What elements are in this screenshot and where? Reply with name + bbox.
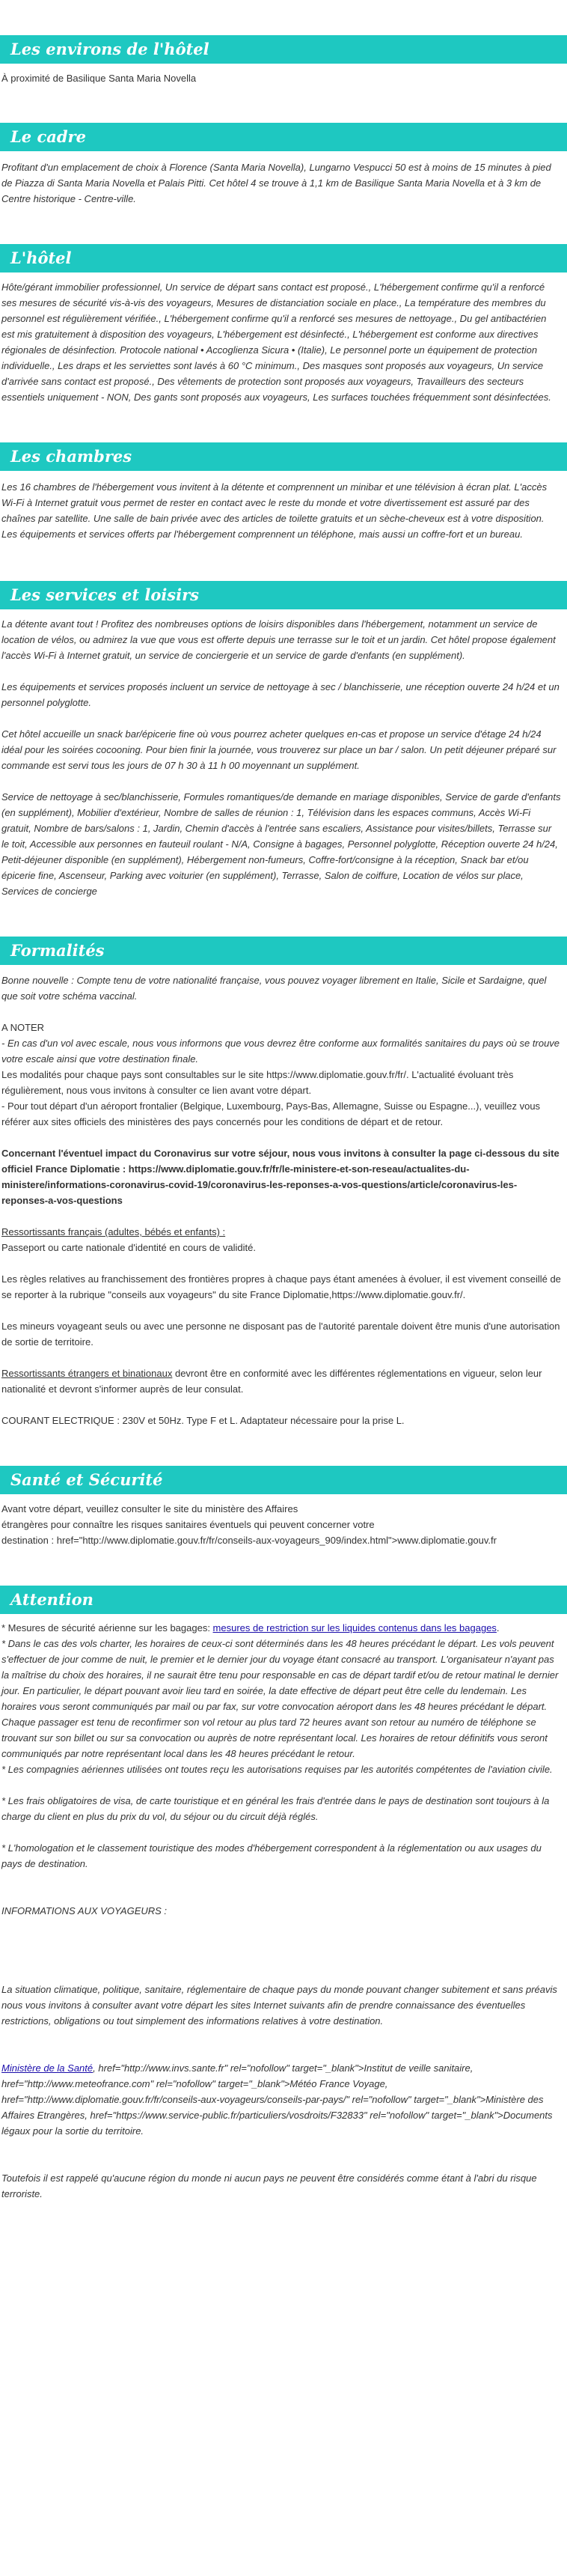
services-p2: Les équipements et services proposés incluent un service de nettoyage à sec / blanchisserie, une réception ouverte 24 h/24 et un personnel polyglotte. — [1, 681, 560, 708]
section-title-sante: Santé et Sécurité — [0, 1466, 567, 1494]
formalites-note3: - Pour tout départ d'un aéroport frontalier (Belgique, Luxembourg, Pays-Bas, Allemagne, Suisse ou Espagne...), veuillez vous référer aux sites officiels des ministères des pays concernés pour les conditions de départ et de retour. — [1, 1100, 541, 1127]
attention-p5: * L'homologation et le classement touristique des modes d'hébergement correspondent à la réglementation ou aux usages du pays de destination. — [1, 1842, 542, 1869]
section-title-environs: Les environs de l'hôtel — [0, 35, 567, 64]
formalites-fr-text: Passeport ou carte nationale d'identité en cours de validité. — [1, 1242, 256, 1253]
services-p3: Cet hôtel accueille un snack bar/épicerie fine où vous pourrez acheter quelques en-cas et propose un service d'étage 24 h/24 idéal pour les soirées cocooning. Pour bien finir la journée, vous trouverez sur place un bar / salon. Un petit déjeuner préparé sur commande est servi tous les jours de 07 h 30 à 11 h 00 moyennant un supplément. — [1, 728, 557, 771]
liquids-restriction-link[interactable]: mesures de restriction sur les liquides contenus dans les bagages — [212, 1622, 497, 1633]
formalites-rules: Les règles relatives au franchissement des frontières propres à chaque pays étant amenées à évoluer, il est vivement conseillé de se reporter à la rubrique "conseils aux voyageurs" du site France Diplomatie,https://www.diplomatie.gouv.fr/. — [1, 1273, 561, 1300]
formalites-minors: Les mineurs voyageant seuls ou avec une personne ne disposant pas de l'autorité parentale doivent être munis d'une autorisation de sortie de territoire. — [1, 1321, 560, 1348]
attention-p1-prefix: * Mesures de sécurité aérienne sur les bagages: — [1, 1622, 213, 1633]
formalites-note2: Les modalités pour chaque pays sont consultables sur le site https://www.diplomatie.gouv.fr/fr/. L'actualité évoluant très régulièrement, nous vous invitons à consulter ce lien avant votre départ. — [1, 1069, 514, 1096]
attention-p3: * Les compagnies aériennes utilisées ont toutes reçu les autorisations requises par les autorités compétentes de l'aviation civile. — [1, 1764, 553, 1775]
formalites-p1: Bonne nouvelle : Compte tenu de votre nationalité française, vous pouvez voyager librement en Italie, Sicile et Sardaigne, quel que soit votre schéma vaccinal. — [1, 975, 547, 1002]
attention-p1-suffix: . — [496, 1622, 500, 1633]
formalites-bold: Concernant l'éventuel impact du Coronavirus sur votre séjour, nous vous invitons à consulter la page ci-dessous du site officiel France Diplomatie : https://www.diplomatie.gouv.fr/fr/le-ministere-et-son-reseau/actualites-du-ministere/informations-coronavirus-covid-19/coronavirus-les-reponses-a-vos-questions/article/coronavirus-les-reponses-a-vos-questions — [1, 1148, 560, 1206]
services-p1: La détente avant tout ! Profitez des nombreuses options de loisirs disponibles dans l'hébergement, notamment un service de location de vélos, ou admirez la vue que vous est offerte depuis une terrasse sur le toit et un jardin. Cet hôtel propose également l'accès Wi-Fi à Internet gratuit, un service de conciergerie et un service de garde d'enfants (en supplément). — [1, 618, 556, 661]
attention-p6: La situation climatique, politique, sanitaire, réglementaire de chaque pays du monde pouvant changer subitement et sans préavis — [1, 1984, 557, 1995]
section-title-chambres: Les chambres — [0, 442, 567, 471]
hotel-text: Hôte/gérant immobilier professionnel, Un service de départ sans contact est proposé., L'hébergement confirme qu'il a renforcé ses mesures de sécurité vis-à-vis des voyageurs, Mesures de distanciation sociale en place., La température des membres du personnel est régulièrement vérifiée., L'hébergement confirme qu'il a renforcé ses mesures de nettoyage., Du gel antibactérien est mis gratuitement à disposition des voyageurs, L'hébergement est désinfecté., L'hébergement est conforme aux directives régionales de désinfection. Protocole national • Accoglienza Sicura • (Italie), Le personnel porte un équipement de protection individuelle., Les draps et les serviettes sont lavés à 60 °C minimum., Des masques sont proposés aux voyageurs, Un service d'arrivée sans contact est proposé., Des vêtements de protection sont proposés aux voyageurs, Travailleurs des secteurs essentiels uniquement - NON, Des gants sont proposés aux voyageurs, Les surfaces touchées fréquemment sont désinfectées. — [1, 281, 551, 403]
formalites-foreign-text: devront être en conformité avec les différentes réglementations en vigueur, selon leur nationalité et devront s'informer auprès de leur consulat. — [1, 1368, 542, 1395]
attention-p9: Toutefois il est rappelé qu'aucune région du monde ni aucun pays ne peuvent être considérés comme étant à l'abri du risque terroriste. — [1, 2172, 537, 2199]
services-p4: Service de nettoyage à sec/blanchisserie, Formules romantiques/de demande en mariage disponibles, Service de garde d'enfants (en supplément), Mobilier d'extérieur, Nombre de salles de réunion : 1, Télévision dans les espaces communs, Accès Wi-Fi gratuit, Nombre de bars/salons : 1, Jardin, Chemin d'accès à l'entrée sans escaliers, Assistance pour visites/billets, Terrasse sur le toit, Accessible aux personnes en fauteuil roulant - N/A, Consigne à bagages, Personnel polyglotte, Réception ouverte 24 h/24, Petit-déjeuner disponible (en supplément), Hébergement non-fumeurs, Coffre-fort/consigne à la réception, Snack bar et/ou épicerie fine, Ascenseur, Parking avec voiturier (en supplément), Terrasse, Salon de coiffure, Location de vélos sur place, Services de concierge — [1, 791, 561, 897]
cadre-text: Profitant d'un emplacement de choix à Florence (Santa Maria Novella), Lungarno Vespucci 50 est à moins de 15 minutes à pied de Piazza di Santa Maria Novella et Palais Pitti. Cet hôtel 4 se trouve à 1,1 km de Basilique Santa Maria Novella et à 3 km de Centre historique - Centre-ville. — [1, 162, 551, 204]
attention-p8-rest: , href="http://www.invs.sante.fr" rel="nofollow" target="_blank">Institut de veille sanitaire, href="http://www.meteofrance.com" rel="nofollow" target="_blank">Météo France Voyage, href="http://www.diplomatie.gouv.fr/fr/conseils-aux-voyageurs/conseils-par-pays/" rel="nofollow" target="_blank">Ministère des Affaires Etrangères, href="https://www.service-public.fr/particuliers/vosdroits/F32833" rel="nofollow" target="_blank">Documents légaux pour la sortie du territoire. — [1, 2062, 553, 2137]
ministere-sante-link[interactable]: Ministère de la Santé — [1, 2062, 94, 2074]
section-title-attention: Attention — [0, 1586, 567, 1614]
attention-p8 — [1, 2060, 561, 2139]
attention-p7: nous vous invitons à consulter avant votre départ les sites Internet suivants afin de prendre connaissance des éventuelles restrictions, obligations ou tout simplement des informations relatives à votre destination. — [1, 2000, 526, 2027]
sante-text3: destination : href="http://www.diplomatie.gouv.fr/fr/conseils-aux-voyageurs_909/index.html">www.diplomatie.gouv.fr — [1, 1535, 497, 1546]
formalites-foreign — [1, 1365, 561, 1397]
formalites-note-head: A NOTER — [1, 1022, 45, 1033]
attention-p2: * Dans le cas des vols charter, les horaires de ceux-ci sont déterminés dans les 48 heures précédant le départ. Les vols peuvent s'effectuer de jour comme de nuit, le premier et le dernier jour du voyage étant consacré au transport. L'organisateur n'ayant pas la maîtrise du choix des horaires, il ne saurait être tenu pour responsable en cas de départ tardif et/ou de retour matinal le dernier jour. En particulier, le départ pouvant avoir lieu tard en soirée, la date effective de départ peut être celle du lendemain. Les horaires vous seront communiqués par mail ou par fax, sur votre convocation aéroport dans les 48 heures précédant le départ. Chaque passager est tenu de reconfirmer son vol retour au plus tard 72 heures avant son retour au numéro de téléphone se trouvant sur son billet ou sur sa convocation ou auprès de notre représentant local. Les horaires de retour définitifs vous seront communiqués par notre représentant local dans les 48 heures précédant le retour. — [1, 1638, 559, 1759]
formalites-fr-head: Ressortissants français (adultes, bébés et enfants) : — [1, 1226, 226, 1237]
section-title-hotel: L'hôtel — [0, 244, 567, 272]
formalites-courant: COURANT ELECTRIQUE : 230V et 50Hz. Type F et L. Adaptateur nécessaire pour la prise L. — [1, 1415, 405, 1426]
section-title-services: Les services et loisirs — [0, 581, 567, 609]
chambres-text: Les 16 chambres de l'hébergement vous invitent à la détente et comprennent un minibar et une télévision à écran plat. L'accès Wi-Fi à Internet gratuit vous permet de rester en contact avec le reste du monde et votre divertissement est assuré par des chaînes par satellite. Une salle de bain privée avec des articles de toilette gratuits et un sèche-cheveux est à votre disposition. Les équipements et services offerts par l'hébergement comprennent un téléphone, mais aussi un coffre-fort et un bureau. — [1, 481, 548, 540]
environs-text: À proximité de Basilique Santa Maria Novella — [1, 73, 197, 84]
sante-text1: Avant votre départ, veuillez consulter le site du ministère des Affaires — [1, 1503, 298, 1514]
formalites-foreign-head: Ressortissants étrangers et binationaux — [1, 1368, 173, 1379]
section-title-cadre: Le cadre — [0, 123, 567, 151]
sante-text2: étrangères pour connaître les risques sanitaires éventuels qui peuvent concerner votre — [1, 1519, 375, 1530]
section-title-formalites: Formalités — [0, 937, 567, 965]
formalites-note1: - En cas d'un vol avec escale, nous vous informons que vous devrez être conforme aux formalités sanitaires du pays où se trouve votre escale ainsi que votre destination finale. — [1, 1038, 560, 1065]
attention-p4: * Les frais obligatoires de visa, de carte touristique et en général les frais d'entrée dans le pays de destination sont toujours à la charge du client en plus du prix du vol, du séjour ou du circuit déjà réglés. — [1, 1795, 550, 1822]
attention-p1 — [1, 1620, 561, 1636]
attention-info-head: INFORMATIONS AUX VOYAGEURS : — [1, 1905, 168, 1916]
